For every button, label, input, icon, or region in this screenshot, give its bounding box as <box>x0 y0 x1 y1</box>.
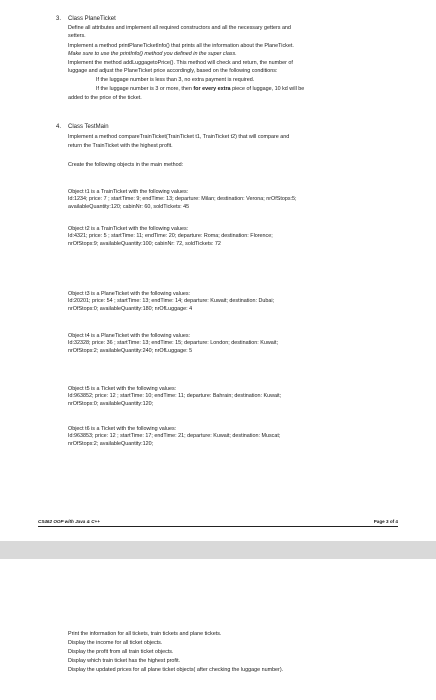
object-block-t6 <box>68 426 280 448</box>
object-heading: Object t4 is a PlaneTicket with the following values: <box>68 333 191 339</box>
condition-2-bold: for every extra <box>193 86 231 92</box>
section-3-line: Define all attributes and implement all required constructors and all the necessary getters and <box>68 25 291 31</box>
section-4-title: Class TestMain <box>68 124 109 130</box>
object-block-t1 <box>68 189 297 211</box>
section-3-line: luggage and adjust the PlaneTicket price accordingly, based on the following conditions: <box>68 68 278 74</box>
instruction-line: Print the information for all tickets, train tickets and plane tickets. <box>68 631 222 637</box>
section-4-line: Implement a method compareTrainTicket(TrainTicket t1, TrainTicket t2) that will compare and <box>68 134 290 140</box>
footer-course-title: CS462 OOP with Java & C++ <box>38 519 100 524</box>
instruction-line: Display which train ticket has the highest profit. <box>68 658 181 664</box>
object-heading: Object t6 is a Ticket with the following values: <box>68 426 177 432</box>
section-3-line: added to the price of the ticket. <box>68 95 142 101</box>
object-values: Id:32328; price: 36 ; startTime: 13; endTime: 15; departure: London; destination: Kuwait; <box>68 340 278 347</box>
section-3-number: 3. <box>56 16 62 22</box>
page-gap <box>0 541 436 559</box>
create-objects-label: Create the following objects in the main method: <box>68 162 184 168</box>
object-values: Id:963853; price: 12 ; startTime: 17; endTime: 21; departure: Kuwait; destination: Muscat; <box>68 433 281 440</box>
object-values: nrOfStops:2; availableQuantity:120; <box>68 440 154 447</box>
object-values: nrOfStops:0; availableQuantity:120; <box>68 400 154 407</box>
object-values: Id:4321; price: 5 ; startTime: 11; endTime: 20; departure: Roma; destination: Florence; <box>68 233 273 240</box>
object-block-t2 <box>68 226 273 248</box>
section-3-line: Make sure to use the printInfo() method you defined in the super class. <box>68 51 237 57</box>
condition-2 <box>96 86 304 94</box>
object-values: Id:20201; price: 54 ; startTime: 13; endTime: 14; departure: Kuwait; destination: Dubai; <box>68 298 275 305</box>
object-values: Id:963852; price: 12 ; startTime: 10; endTime: 11; departure: Bahrain; destination: Kuwait; <box>68 393 282 400</box>
object-block-t4 <box>68 333 278 355</box>
object-values: Id:1234; price: 7 ; startTime: 9; endTime: 13; departure: Milan; destination: Verona; nrOfStops:5; <box>68 196 297 203</box>
instruction-line: Display the updated prices for all plane ticket objects( after checking the luggage number). <box>68 667 284 673</box>
object-values: nrOfStops:0; availableQuantity:180; nrOfLuggage: 4 <box>68 305 193 312</box>
condition-1: If the luggage number is less than 3, no extra payment is required. <box>96 77 255 83</box>
object-heading: Object t2 is a TrainTicket with the following values: <box>68 226 189 232</box>
section-3-line: Implement a method printPlaneTicketInfo() that prints all the information about the PlaneTicket. <box>68 43 294 49</box>
object-values: nrOfStops:9; availableQuantity:100; cabinNr: 72, soldTickets: 72 <box>68 240 221 247</box>
footer-page-number: Page 3 of 4 <box>373 519 398 524</box>
section-3-line: Implement the method addLuggagetoPrice(). This method will check and return, the number of <box>68 60 293 66</box>
footer-divider <box>38 526 398 527</box>
condition-2-prefix: If the luggage number is 3 or more, then <box>96 86 192 92</box>
document-page-4 <box>0 559 436 700</box>
section-4-number: 4. <box>56 124 62 130</box>
section-3-line: setters. <box>68 33 86 39</box>
condition-2-suffix: piece of luggage, 10 kd will be <box>232 86 305 92</box>
instruction-line: Display the profit from all train ticket objects. <box>68 649 174 655</box>
object-block-t5 <box>68 386 281 408</box>
object-values: availableQuantity:120; cabinNr: 60, soldTickets: 45 <box>68 203 190 210</box>
object-values: nrOfStops:2; availableQuantity:240; nrOfLuggage: 5 <box>68 347 193 354</box>
object-block-t3 <box>68 291 274 313</box>
instruction-line: Display the income for all ticket objects. <box>68 640 163 646</box>
object-heading: Object t5 is a Ticket with the following values: <box>68 386 177 392</box>
object-heading: Object t1 is a TrainTicket with the following values: <box>68 189 189 195</box>
section-4-line: return the TrainTicket with the highest profit. <box>68 143 173 149</box>
section-3-title: Class PlaneTicket <box>68 16 116 22</box>
object-heading: Object t3 is a PlaneTicket with the following values: <box>68 291 191 297</box>
